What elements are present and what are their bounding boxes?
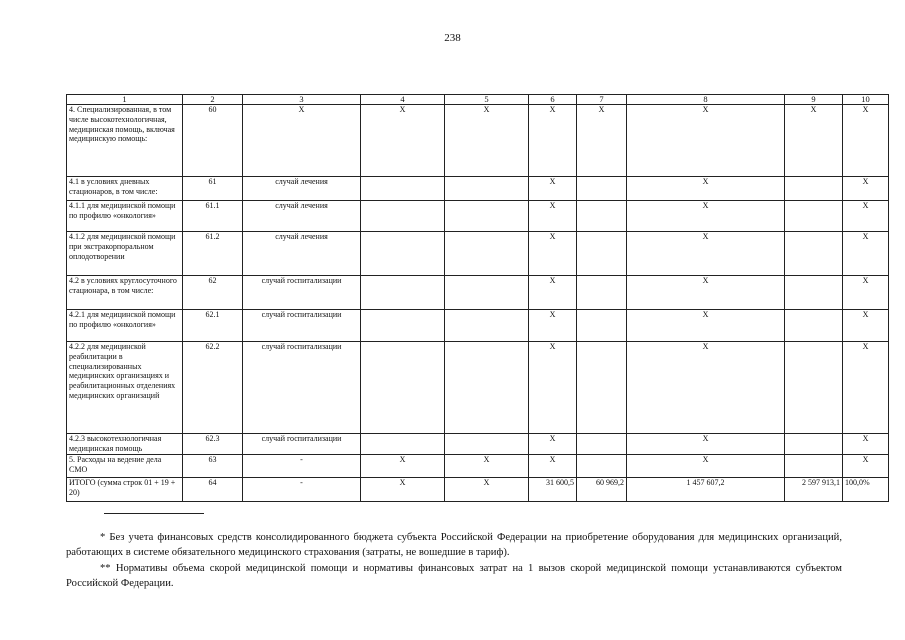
table-cell: -: [243, 455, 361, 478]
table-cell: [785, 232, 843, 276]
row-label-cell: ИТОГО (сумма строк 01 + 19 + 20): [67, 478, 183, 502]
table-cell: [445, 434, 529, 455]
table-cell: [577, 232, 627, 276]
column-number: 6: [529, 95, 577, 105]
table-row: [67, 455, 889, 478]
table-cell: [361, 232, 445, 276]
table-cell: 100,0%: [843, 478, 889, 502]
column-number: 5: [445, 95, 529, 105]
table-row: [67, 276, 889, 310]
table-row: [67, 434, 889, 455]
table-cell: случай госпитализации: [243, 434, 361, 455]
footnote-1-text: * Без учета финансовых средств консолидированного бюджета субъекта Российской Федерации на приобретение оборудования для медицинских организаций, работающих в системе обязательного медицинского страхования (затраты, не вошедшие в тариф).: [66, 532, 842, 559]
table-row: [67, 201, 889, 232]
table-cell: 61.1: [183, 201, 243, 232]
table-cell: 1 457 607,2: [627, 478, 785, 502]
table-cell: Х: [445, 478, 529, 502]
table-cell: случай лечения: [243, 232, 361, 276]
table-cell: [445, 310, 529, 342]
table-cell: Х: [843, 177, 889, 201]
row-label-cell: 5. Расходы на ведение дела СМО: [67, 455, 183, 478]
row-label-cell: 4.2.1 для медицинской помощи по профилю «онкология»: [67, 310, 183, 342]
table-cell: [577, 276, 627, 310]
table-cell: [361, 177, 445, 201]
column-number: 1: [67, 95, 183, 105]
table-cell: Х: [529, 177, 577, 201]
column-number: 9: [785, 95, 843, 105]
table-cell: [577, 434, 627, 455]
table-cell: 61.2: [183, 232, 243, 276]
row-label-cell: 4.2 в условиях круглосуточного стационара, в том числе:: [67, 276, 183, 310]
table-cell: Х: [843, 310, 889, 342]
table-cell: Х: [529, 455, 577, 478]
table-cell: [361, 342, 445, 434]
table-cell: [361, 201, 445, 232]
table-cell: случай госпитализации: [243, 342, 361, 434]
footnote-separator: [104, 513, 204, 514]
table-cell: 63: [183, 455, 243, 478]
table-cell: Х: [445, 105, 529, 177]
table-cell: Х: [529, 310, 577, 342]
table-cell: случай лечения: [243, 177, 361, 201]
footnote-2-text: ** Нормативы объема скорой медицинской помощи и нормативы финансовых затрат на 1 вызов скорой медицинской помощи устанавливаются субъектом Российской Федерации.: [66, 563, 842, 590]
table-cell: [361, 276, 445, 310]
table-cell: Х: [529, 342, 577, 434]
column-number: 8: [627, 95, 785, 105]
table-cell: Х: [529, 276, 577, 310]
table-row: [67, 177, 889, 201]
table-cell: Х: [529, 201, 577, 232]
table-cell: 60: [183, 105, 243, 177]
table-cell: 64: [183, 478, 243, 502]
table-cell: 2 597 913,1: [785, 478, 843, 502]
table-cell: [577, 342, 627, 434]
table-cell: [785, 177, 843, 201]
table-row: [67, 478, 889, 502]
table-cell: [577, 455, 627, 478]
row-label-cell: 4.2.2 для медицинской реабилитации в специализированных медицинских организациях и реабилитационных отделениях медицинских организаций: [67, 342, 183, 434]
table-cell: -: [243, 478, 361, 502]
column-number: 3: [243, 95, 361, 105]
table-cell: случай лечения: [243, 201, 361, 232]
table-cell: Х: [445, 455, 529, 478]
table-cell: Х: [843, 342, 889, 434]
row-label-cell: 4. Специализированная, в том числе высокотехнологичная, медицинская помощь, включая медицинскую помощь:: [67, 105, 183, 177]
table-cell: 61: [183, 177, 243, 201]
table-cell: [785, 201, 843, 232]
table-cell: [577, 310, 627, 342]
table-cell: Х: [627, 434, 785, 455]
table-cell: [785, 276, 843, 310]
table-cell: 31 600,5: [529, 478, 577, 502]
table-row: [67, 310, 889, 342]
table-cell: Х: [627, 342, 785, 434]
table-cell: 62: [183, 276, 243, 310]
table-cell: [577, 177, 627, 201]
table-cell: Х: [627, 232, 785, 276]
table-cell: Х: [627, 201, 785, 232]
table-cell: Х: [361, 105, 445, 177]
table-cell: Х: [243, 105, 361, 177]
column-number: 2: [183, 95, 243, 105]
table-cell: [785, 342, 843, 434]
table-cell: Х: [785, 105, 843, 177]
table-cell: Х: [577, 105, 627, 177]
table-cell: Х: [843, 232, 889, 276]
table-row: [67, 342, 889, 434]
table-cell: Х: [843, 455, 889, 478]
table-cell: Х: [529, 434, 577, 455]
financing-table: [66, 94, 889, 502]
table-cell: Х: [627, 310, 785, 342]
row-label-cell: 4.1.1 для медицинской помощи по профилю «онкология»: [67, 201, 183, 232]
table-cell: [785, 455, 843, 478]
table-cell: Х: [627, 105, 785, 177]
column-number-row: [67, 95, 889, 105]
column-number: 4: [361, 95, 445, 105]
table-cell: Х: [843, 105, 889, 177]
table-cell: [445, 342, 529, 434]
table-cell: [577, 201, 627, 232]
footnote-1: [66, 530, 842, 560]
table-cell: Х: [529, 232, 577, 276]
column-number: 10: [843, 95, 889, 105]
table-cell: [361, 434, 445, 455]
table-cell: 62.2: [183, 342, 243, 434]
table-row: [67, 105, 889, 177]
table-cell: [361, 310, 445, 342]
table-row: [67, 232, 889, 276]
table-cell: Х: [627, 177, 785, 201]
table-cell: [445, 177, 529, 201]
footnote-2: [66, 561, 842, 591]
table-cell: Х: [529, 105, 577, 177]
table-cell: случай госпитализации: [243, 276, 361, 310]
table-cell: [785, 310, 843, 342]
table-cell: 60 969,2: [577, 478, 627, 502]
table-cell: [445, 276, 529, 310]
row-label-cell: 4.1.2 для медицинской помощи при экстракорпоральном оплодотворении: [67, 232, 183, 276]
page-number: 238: [444, 32, 461, 44]
column-number: 7: [577, 95, 627, 105]
table-cell: Х: [843, 276, 889, 310]
row-label-cell: 4.1 в условиях дневных стационаров, в том числе:: [67, 177, 183, 201]
table-cell: [785, 434, 843, 455]
table-cell: Х: [627, 276, 785, 310]
table-cell: Х: [627, 455, 785, 478]
table-cell: [445, 201, 529, 232]
table-cell: Х: [361, 455, 445, 478]
table-cell: [445, 232, 529, 276]
table-cell: Х: [361, 478, 445, 502]
table-cell: случай госпитализации: [243, 310, 361, 342]
table-cell: 62.1: [183, 310, 243, 342]
table-cell: 62.3: [183, 434, 243, 455]
table-cell: Х: [843, 434, 889, 455]
table-cell: Х: [843, 201, 889, 232]
row-label-cell: 4.2.3 высокотехнологичная медицинская помощь: [67, 434, 183, 455]
